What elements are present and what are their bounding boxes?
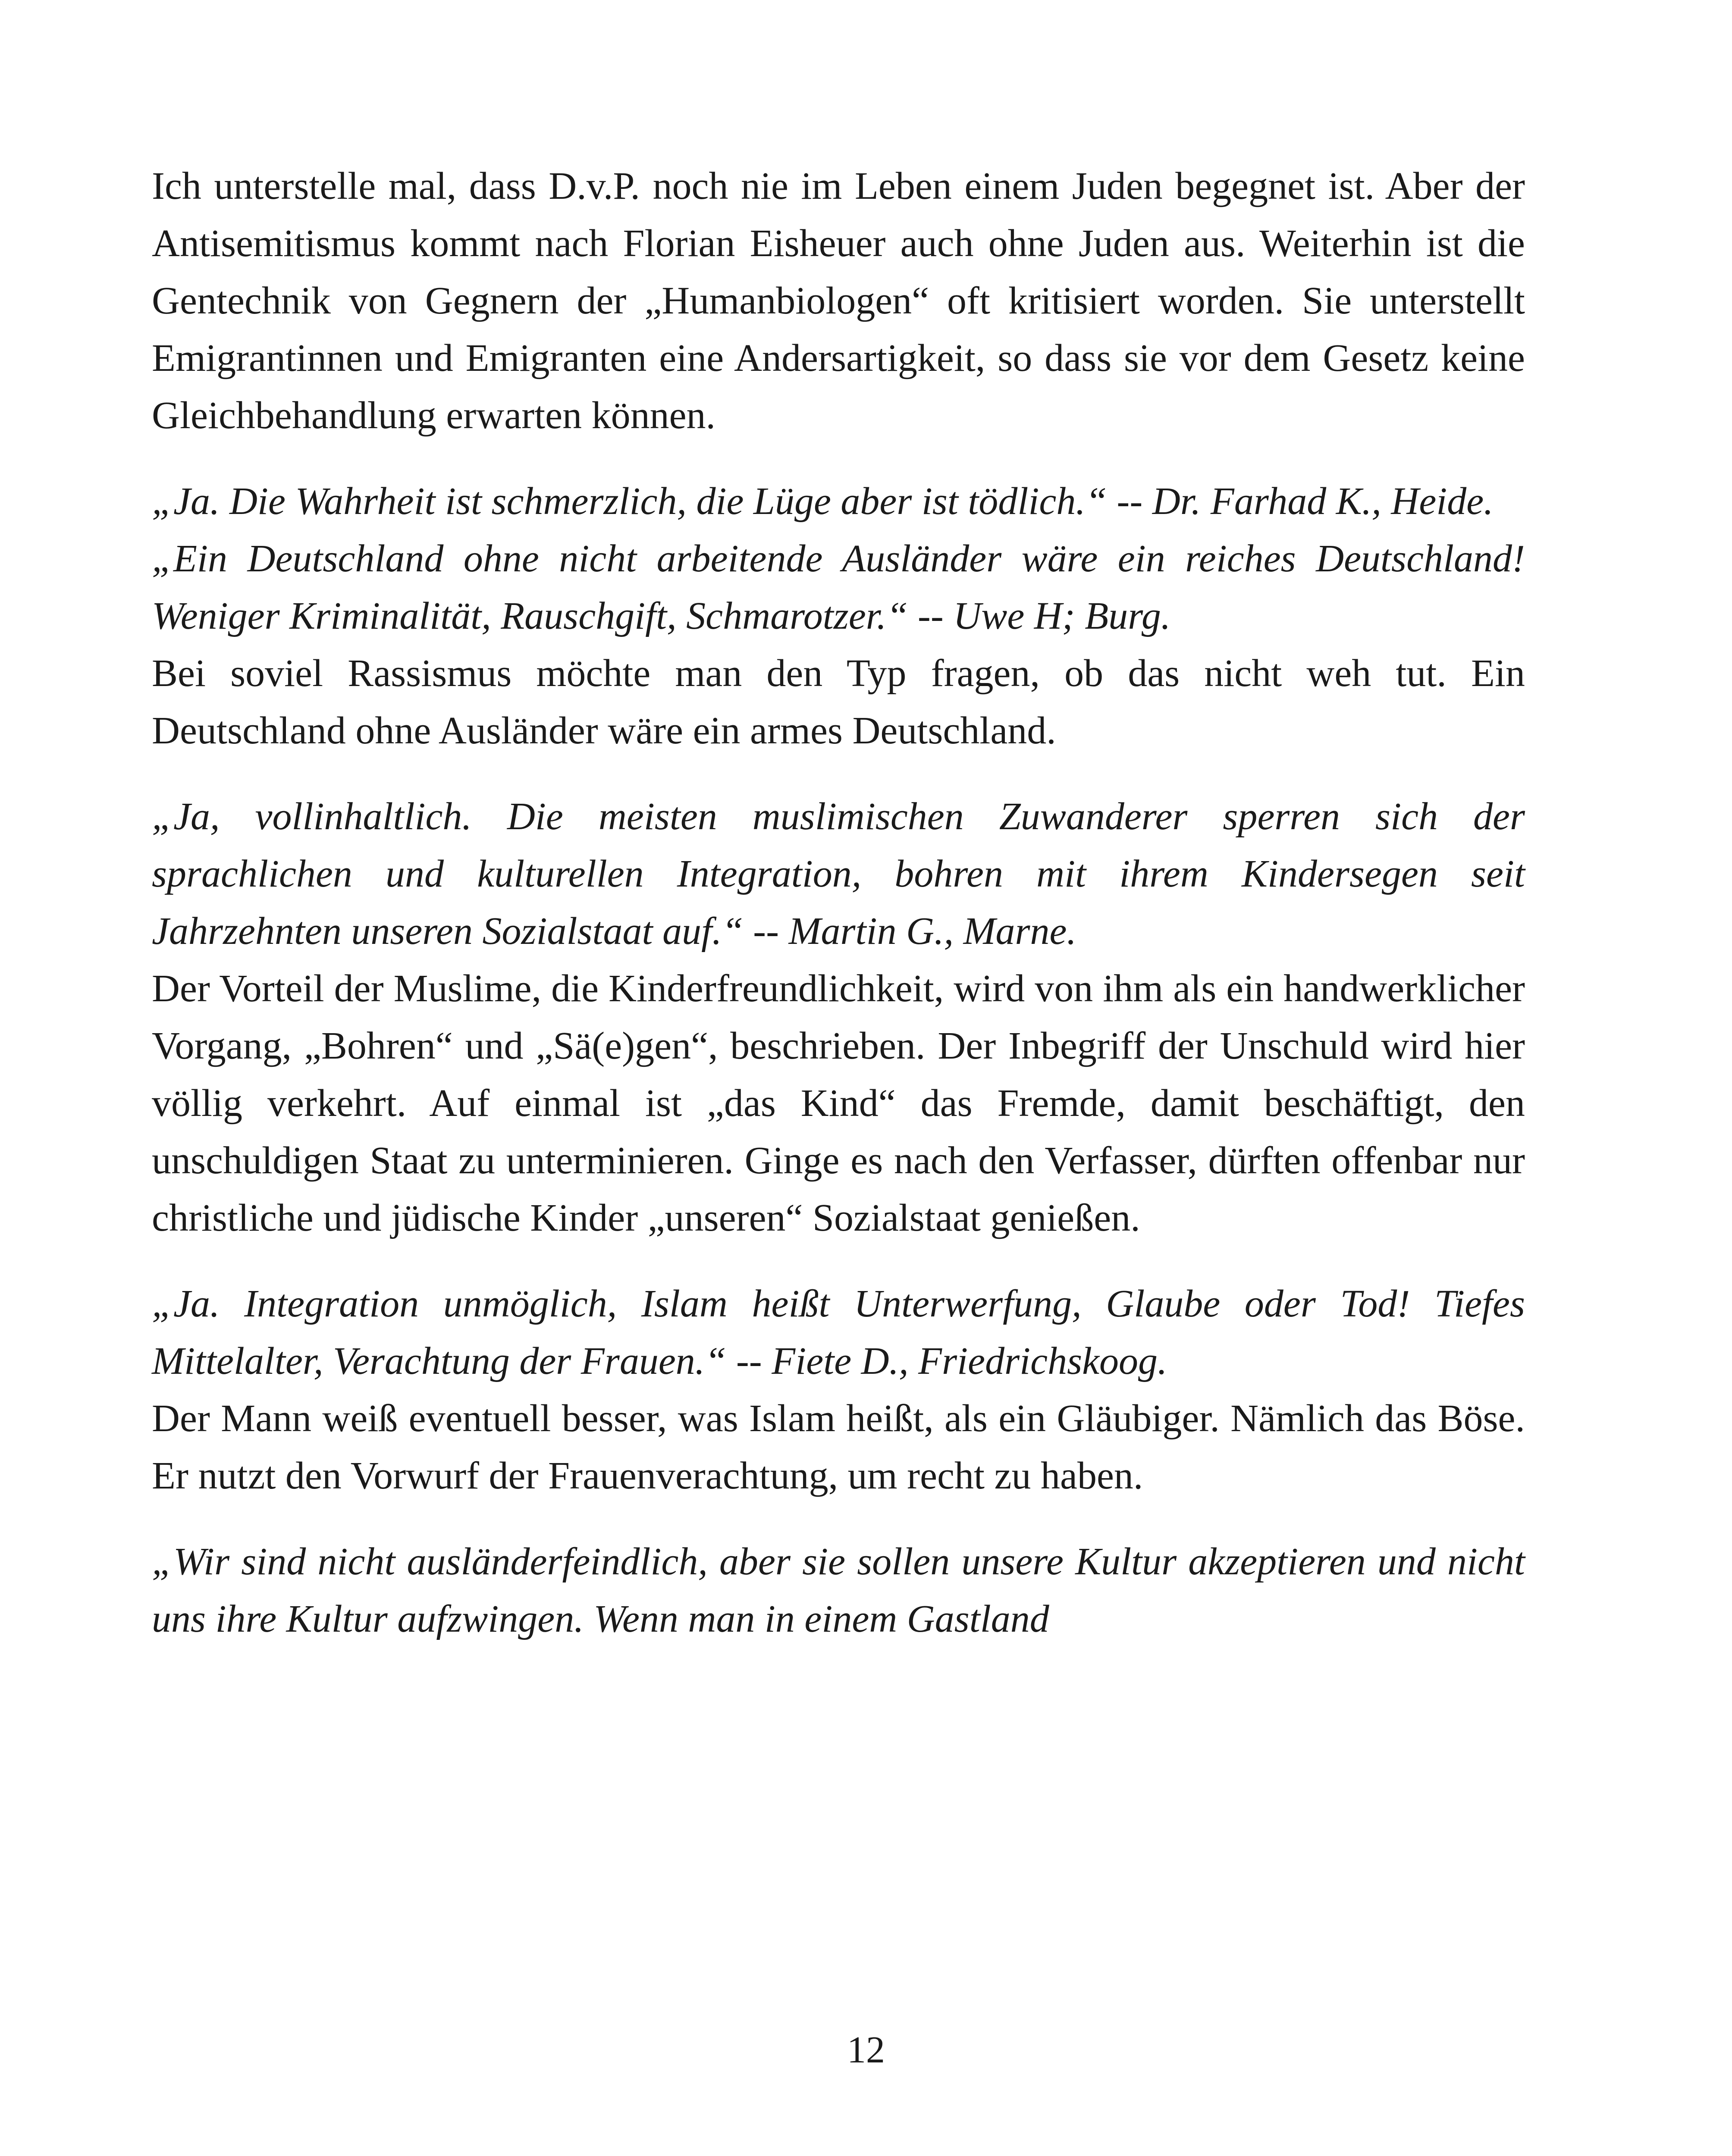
quote-uwe: „Ein Deutschland ohne nicht arbeitende Ausländer wäre ein reiches Deutschland! Weniger Kriminalität, Rauschgift, Schmarotzer.“ -- Uwe H; Burg. — [152, 537, 1525, 637]
paragraph-response-martin: Der Vorteil der Muslime, die Kinderfreundlichkeit, wird von ihm als ein handwerklicher Vorgang, „Bohren“ und „Sä(e)gen“, beschrieben. Der Inbegriff der Unschuld wird hier völlig verkehrt. Auf einmal ist „das Kind“ das Fremde, damit beschäftigt, den unschuldigen Staat zu unterminieren. Ginge es nach den Verfasser, dürften offenbar nur christliche und jüdische Kinder „unseren“ Sozialstaat genießen. — [152, 967, 1525, 1239]
quote-farhad: „Ja. Die Wahrheit ist schmerzlich, die Lüge aber ist tödlich.“ -- Dr. Farhad K., Heide. — [152, 480, 1494, 523]
page-number: 12 — [847, 2029, 885, 2071]
paragraph-response-uwe: Bei soviel Rassismus möchte man den Typ fragen, ob das nicht weh tut. Ein Deutschland ohne Ausländer wäre ein armes Deutschland. — [152, 652, 1525, 752]
body-text — [152, 157, 1525, 1648]
paragraph-response-fiete: Der Mann weiß eventuell besser, was Islam heißt, als ein Gläubiger. Nämlich das Böse. Er nutzt den Vorwurf der Frauenverachtung, um recht zu haben. — [152, 1397, 1525, 1497]
paragraph-intro: Ich unterstelle mal, dass D.v.P. noch nie im Leben einem Juden begegnet ist. Aber der Antisemitismus kommt nach Florian Eisheuer auch ohne Juden aus. Weiterhin ist die Gentechnik von Gegnern der „Humanbiologen“ oft kritisiert worden. Sie unterstellt Emigrantinnen und Emigranten eine Andersartigkeit, so dass sie vor dem Gesetz keine Gleichbehandlung erwarten können. — [152, 165, 1525, 437]
quote-final: „Wir sind nicht ausländerfeindlich, aber sie sollen unsere Kultur akzeptieren und nicht uns ihre Kultur aufzwingen. Wenn man in einem Gastland — [152, 1540, 1525, 1640]
quote-fiete: „Ja. Integration unmöglich, Islam heißt Unterwerfung, Glaube oder Tod! Tiefes Mittelalter, Verachtung der Frauen.“ -- Fiete D., Friedrichskoog. — [152, 1282, 1525, 1382]
quote-martin: „Ja, vollinhaltlich. Die meisten muslimischen Zuwanderer sperren sich der sprachlichen und kulturellen Integration, bohren mit ihrem Kindersegen seit Jahrzehnten unseren Sozialstaat auf.“ -- Martin G., Marne. — [152, 795, 1525, 953]
